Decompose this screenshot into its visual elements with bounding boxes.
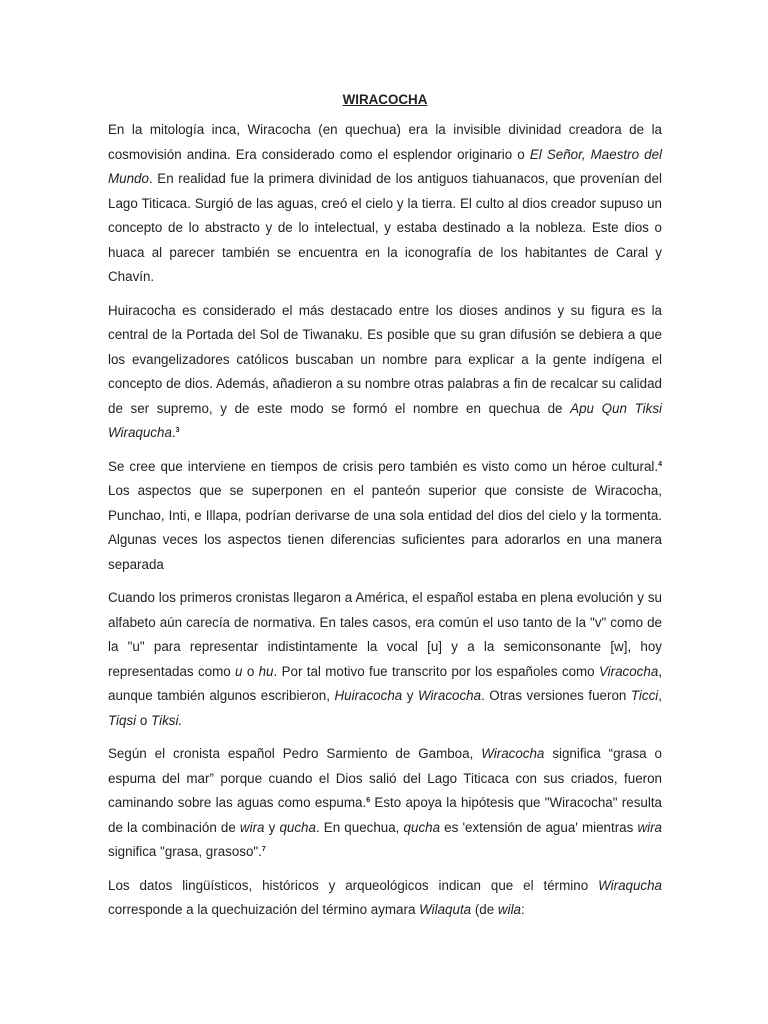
document-title: WIRACOCHA: [342, 92, 428, 107]
text-run: . En quechua,: [315, 819, 404, 835]
text-run: . En realidad fue la primera divinidad de los antiguos tiahuanacos, que provenían del Lago Titicaca. Surgió de las aguas, creó el cielo y la tierra. El culto al dios creador supuso un concepto de lo abstracto y de lo intelectual, y estaba destinado a la nobleza. Este dios o huaca al parecer también se encuentra en la iconografía de los habitantes de Caral y Chavín.: [108, 171, 662, 284]
footnote-ref: 3: [175, 427, 180, 434]
document-page: [108, 88, 662, 932]
italic-text: Wiracocha: [481, 746, 545, 761]
italic-text: Tiqsi: [108, 712, 137, 728]
footnote-ref: 7: [261, 846, 266, 853]
italic-text: Wilaquta: [419, 902, 472, 917]
italic-text: Wiraqucha: [598, 877, 662, 893]
paragraph: [108, 742, 662, 865]
footnote-ref: 6: [366, 797, 371, 804]
text-run: Los datos lingüísticos, históricos y arqueológicos indican que el término: [108, 877, 599, 893]
paragraph: [108, 874, 662, 923]
text-run: Se cree que interviene en tiempos de crisis pero también es visto como un héroe cultural.: [108, 458, 659, 474]
text-run: (de: [471, 902, 498, 917]
paragraph: [108, 586, 662, 733]
text-run: Huiracocha es considerado el más destacado entre los dioses andinos y su figura es la central de la Portada del Sol de Tiwanaku. Es posible que su gran difusión se debiera a que los evangelizadores católicos buscaban un nombre para explicar a la gente indígena el concepto de dios. Además, añadieron a su nombre otras palabras a fin de recalcar su calidad de ser supremo, y de este modo se formó el nombre en quechua de: [108, 302, 662, 416]
text-run: Según el cronista español Pedro Sarmiento de Gamboa,: [108, 746, 482, 761]
italic-text: qucha: [279, 819, 316, 835]
italic-text: Tiksi.: [151, 712, 183, 728]
italic-text: wila: [497, 902, 521, 917]
italic-text: hu: [258, 663, 274, 679]
text-run: ,: [658, 688, 662, 703]
text-run: . Otras versiones fueron: [481, 688, 631, 703]
italic-text: Ticci: [630, 688, 659, 703]
paragraph: [108, 299, 662, 446]
text-run: significa “grasa o espuma del mar” porque cuando el Dios salió del Lago Titicaca con sus criados, fueron caminando sobre las aguas como espuma.: [108, 746, 662, 810]
text-run: :: [521, 902, 525, 917]
italic-text: Wiracocha: [417, 688, 482, 703]
footnote-ref: 4: [658, 460, 662, 468]
text-run: y: [264, 819, 280, 835]
text-run: Esto apoya la hipótesis que "Wiracocha" resulta de la combinación de: [108, 795, 662, 835]
text-run: . Por tal motivo fue transcrito por los españoles como: [273, 663, 599, 679]
text-run: o: [242, 663, 259, 679]
text-run: Cuando los primeros cronistas llegaron a América, el español estaba en plena evolución y su alfabeto aún carecía de normativa. En tales casos, era común el uso tanto de la "v" como de la "u" para representar indistintamente la vocal [u] y a la semiconsonante [w], hoy representadas como: [108, 590, 662, 679]
italic-text: Viracocha: [598, 663, 659, 679]
italic-text: qucha: [403, 819, 441, 835]
text-run: corresponde a la quechuización del término aymara: [108, 902, 420, 917]
italic-text: El Señor, Maestro del Mundo: [108, 146, 662, 186]
italic-text: Huiracocha: [334, 688, 403, 703]
paragraph: [108, 118, 662, 290]
italic-text: wira: [637, 819, 662, 835]
text-run: o: [136, 712, 152, 728]
italic-text: u: [235, 663, 243, 679]
text-run: y: [402, 688, 418, 703]
italic-text: Apu Qun Tiksi Wiraqucha: [108, 400, 662, 440]
text-run: En la mitología inca, Wiracocha (en quechua) era la invisible divinidad creadora de la cosmovisión andina. Era considerado como el esplendor originario o: [108, 122, 662, 162]
text-run: , aunque también algunos escribieron,: [108, 663, 663, 703]
paragraphs-container: [108, 118, 662, 923]
italic-text: wira: [239, 819, 265, 835]
text-run: Los aspectos que se superponen en el panteón superior que consiste de Wiracocha, Punchao, Inti, e Illapa, podrían derivarse de una sola entidad del dios del cielo y la tormenta. Algunas veces los aspectos tienen diferencias suficientes para adorarlos en una manera separada: [108, 483, 662, 572]
text-run: es 'extensión de agua' mientras: [440, 819, 638, 835]
text-run: .: [171, 425, 176, 440]
text-run: significa "grasa, grasoso".: [108, 844, 262, 859]
paragraph: [108, 455, 662, 578]
